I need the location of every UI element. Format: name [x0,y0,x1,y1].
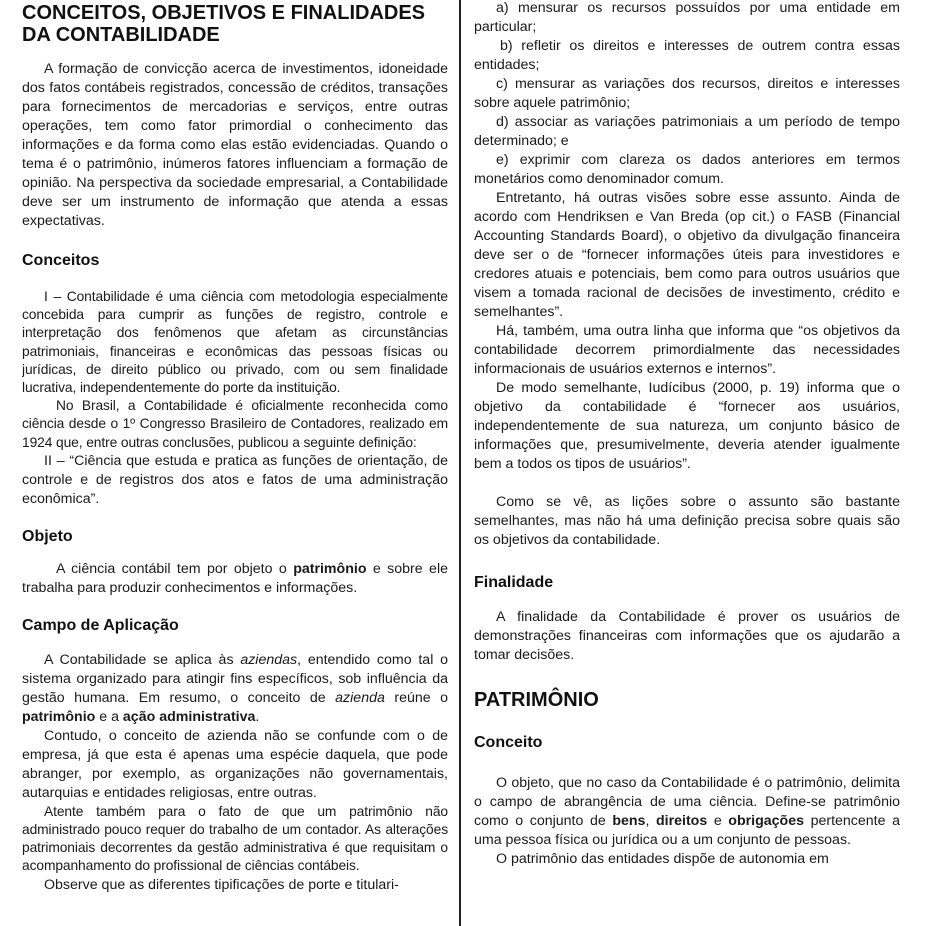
campo-paragraph-2: Contudo, o conceito de azienda não se confunde com o de empresa, já que esta é apenas uma espécie daquela, que pode abranger, por exemplo, as organizações não governamentais, autarquias e entidades religiosas, entre outras. [22,727,448,801]
patrimonio-title: PATRIMÔNIO [474,689,599,711]
heading-conceitos: Conceitos [22,252,100,269]
conceitos-paragraph-3: II – “Ciência que estuda e pratica as funções de orientação, de controle e de registros dos atos e fatos de uma administração econômica”. [22,452,448,507]
patrimonio-paragraph-1: O objeto, que no caso da Contabilidade é o patrimônio, delimita o campo de abrangência de uma ciência. Define-se patrimônio como o conjunto de bens, direitos e obrigações pertencente a uma pessoa física ou jurídica ou a um conjunto de pessoas. [474,775,900,848]
heading-campo-aplicacao: Campo de Aplicação [22,616,179,634]
list-item-b: b) refletir os direitos e interesses de outrem contra essas entidades; [474,38,900,73]
column-divider [459,0,461,926]
heading-conceito: Conceito [474,734,543,751]
list-item-a: a) mensurar os recursos possuídos por uma entidade em particular; [474,0,900,35]
licoes-paragraph: Como se vê, as lições sobre o assunto são bastante semelhantes, mas não há uma definição precisa sobre quais são os objetivos da contabilidade. [474,494,900,548]
conceitos-paragraph-2: No Brasil, a Contabilidade é oficialmente reconhecida como ciência desde o 1º Congresso Brasileiro de Contadores, realizado em 1924 que, entre outras conclusões, publicou a seguinte definição: [22,398,448,450]
iudicibus-paragraph: De modo semelhante, Iudícibus (2000, p. 19) informa que o objetivo da contabilidade é “fornecer aos usuários, independentemente de sua natureza, um conjunto básico de informações que, presumivelmente, deveria atender igualmente bem a todos os tipos de usuários”. [474,380,900,472]
section-title: CONCEITOS, OBJETIVOS E FINALIDADES DA CONTABILIDADE [22,2,426,46]
fasb-paragraph: Entretanto, há outras visões sobre esse assunto. Ainda de acordo com Hendriksen e Van Breda (op cit.) o FASB (Financial Accounting Standards Board), o objetivo da divulgação financeira deve ser o de “fornecer informações úteis para investidores e credores atuais e potenciais, bem como para outros usuários que visem a tomada racional de decisões de investimento, crédito e semelhantes”. [474,190,900,320]
left-column [22,0,448,926]
objeto-paragraph: A ciência contábil tem por objeto o patrimônio e sobre ele trabalha para produzir conhecimentos e informações. [22,560,448,596]
list-item-e: e) exprimir com clareza os dados anteriores em termos monetários como denominador comum. [474,152,900,187]
campo-paragraph-3: Atente também para o fato de que um patrimônio não administrado pouco requer do trabalho de um contador. As alterações patrimoniais decorrentes da gestão administrativa é que requisitam o acompanhamento do profissional de ciências contábeis. [22,803,448,874]
list-item-c: c) mensurar as variações dos recursos, direitos e interesses sobre aquele patrimônio; [474,76,900,111]
linha-paragraph: Há, também, uma outra linha que informa que “os objetivos da contabilidade decorrem primordialmente das necessidades informacionais de usuários externos e internos”. [474,323,900,377]
campo-paragraph-1: A Contabilidade se aplica às aziendas, entendido como tal o sistema organizado para atingir fins específicos, sob influência da gestão humana. Em resumo, o conceito de azienda reúne o patrimônio e a ação administrativa. [22,651,448,725]
conceitos-paragraph-1: I – Contabilidade é uma ciência com metodologia especialmente concebida para cumprir as funções de registro, controle e interpretação dos fenômenos que afetam as circunstâncias patrimoniais, financeiras e econômicas das pessoas físicas ou jurídicas, de direito público ou privado, com ou sem finalidade lucrativa, independentemente do porte da instituição. [22,289,448,396]
finalidade-paragraph: A finalidade da Contabilidade é prover os usuários de demonstrações financeiras com informações que os ajudarão a tomar decisões. [474,609,900,663]
intro-paragraph: A formação de convicção acerca de investimentos, idoneidade dos fatos contábeis registrados, concessão de créditos, transações para fornecimentos de mercadorias e serviços, entre outras operações, tem como fator primordial o conhecimento das informações e da forma como elas estão evidenciadas. Quando o tema é o patrimônio, inúmeros fatores influenciam a formação de opinião. Na perspectiva da sociedade empresarial, a Contabilidade deve ser um instrumento de informação que atenda a essas expectativas. [22,61,448,229]
patrimonio-paragraph-2: O patrimônio das entidades dispõe de autonomia em [496,851,829,867]
heading-finalidade: Finalidade [474,574,554,591]
right-column [474,0,900,926]
list-item-d: d) associar as variações patrimoniais a um período de tempo determinado; e [474,114,900,149]
campo-paragraph-4: Observe que as diferentes tipificações de porte e titulari- [44,876,399,893]
heading-objeto: Objeto [22,527,73,545]
